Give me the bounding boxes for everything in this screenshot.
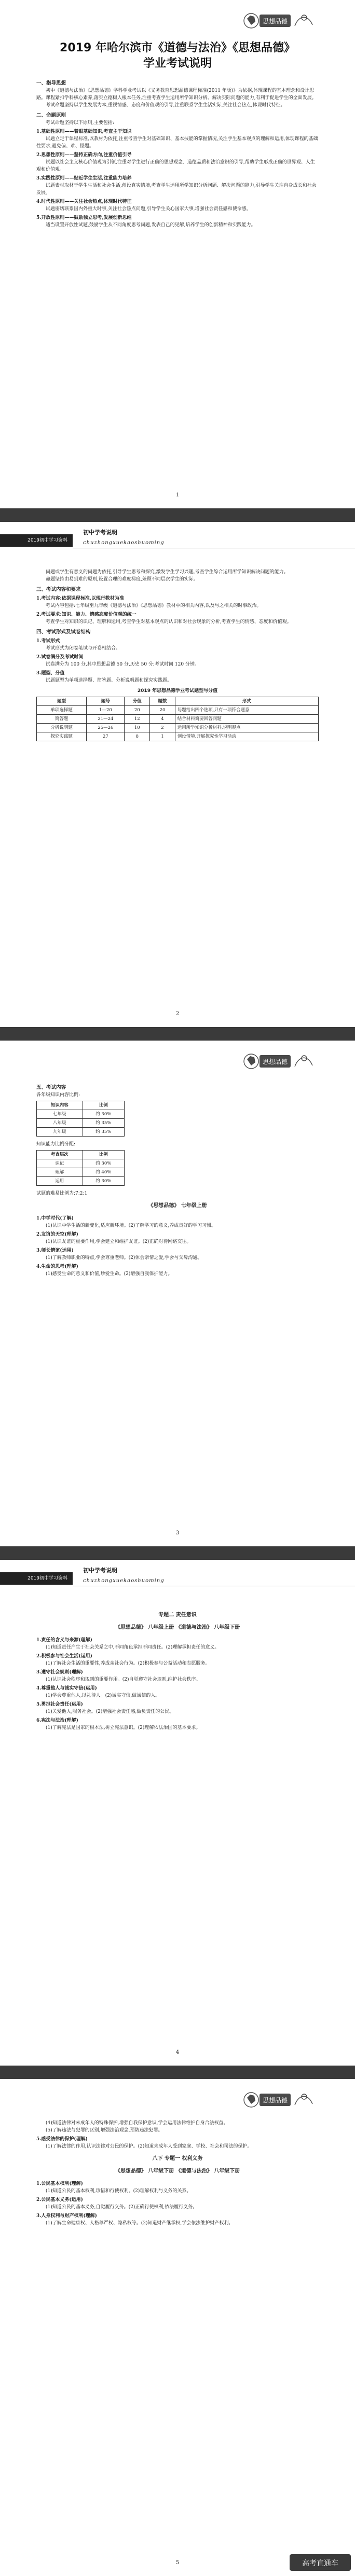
paragraph: (1)知道公民的基本义务,自觉履行义务。(2)正确行使权利,依法履行义务。 xyxy=(46,2205,198,2210)
watermark-text: 高考直通车 xyxy=(302,2559,338,2568)
table-row xyxy=(37,715,319,724)
level-ratio-table xyxy=(36,1150,125,1186)
page-header xyxy=(36,1041,319,1081)
page-header xyxy=(28,522,319,569)
table-cell: 27 xyxy=(87,732,125,741)
paragraph: 考试内容包括:七年级至九年级《道德与法治》《思想品德》教材中的相关内容,以及与之相关的时事政治。 xyxy=(46,603,262,608)
table-row xyxy=(37,706,319,715)
document-page-1 xyxy=(0,0,355,508)
document-page-3 xyxy=(0,1041,355,1546)
paragraph: 各年级知识内容比例: xyxy=(36,1092,80,1098)
table-cell: 10 xyxy=(125,724,150,732)
subsection-heading: 1.公民基本权利(理解) xyxy=(36,2181,83,2186)
subsection-heading: 2.试卷满分及考试时间 xyxy=(36,655,84,660)
table-cell: 单项选择题 xyxy=(37,706,87,715)
table-row xyxy=(37,1177,125,1186)
table-row xyxy=(37,732,319,741)
paragraph: 初中《道德与法治》《思想品德》学科学业考试以《义务教育思想品德课程标准(2011 年版)》为依据,体现课程的基本理念和设计思路。课程紧扣学科核心素养,落实立德树人根本任务,注重考查学生运用所学知识分析、解决实际问题的能力,有利于促进学生的全面发展。 xyxy=(36,88,317,101)
page-gap xyxy=(0,1546,355,1560)
badge-text: 思想品德 xyxy=(262,2097,288,2104)
subsection-heading: 1.基础性原则——着眼基础知识,考查主干知识 xyxy=(36,129,132,134)
subject-badge-icon xyxy=(241,2088,319,2109)
table-cell: 约 30% xyxy=(83,1110,124,1119)
paragraph: (1)感受生命的意义和价值,珍爱生命。(2)增强自我保护能力。 xyxy=(46,1271,173,1277)
paragraph: (1)知道责任产生于社会关系之中,不同角色承担不同责任。(2)理解承担责任的意义。 xyxy=(46,1645,220,1650)
paragraph: 试卷满分为 100 分,其中思想品德 50 分,历史 50 分;考试时间 120 分钟。 xyxy=(46,662,199,667)
table-header-cell: 分值 xyxy=(125,697,150,706)
paragraph: (1)了解教师职业的特点,学会尊重老师。(2)体会亲情之爱,学会与父母沟通。 xyxy=(46,1255,202,1261)
subsection-heading: 2.考试要求:知识、能力、情感态度价值观的统一 xyxy=(36,612,136,617)
page-gap xyxy=(0,1027,355,1041)
document-page-5 xyxy=(0,2079,355,2576)
table-cell: 探究实践题 xyxy=(37,732,87,741)
table-row xyxy=(37,1119,125,1128)
table-cell: 约 30% xyxy=(83,1159,124,1168)
table-cell: 21—24 xyxy=(87,715,125,724)
paragraph: (1)认识友谊的重要作用,学会建立和维护友谊。(2)正确对待网络交往。 xyxy=(46,1239,192,1244)
page-gap xyxy=(0,2066,355,2079)
unit-subheading: 《思想品德》 八年级下册 《道德与法治》 八年级下册 xyxy=(115,2168,240,2174)
table-cell: 简答题 xyxy=(37,715,87,724)
subsection-heading: 5.开放性原则——鼓励独立思考,发展创新思维 xyxy=(36,215,132,220)
document-page-2 xyxy=(0,522,355,1027)
table-caption: 2019 年思想品德学业考试题型与分值 xyxy=(137,688,218,694)
subject-badge-icon xyxy=(241,9,319,30)
paragraph: 试题以社会主义核心价值观为引领,注重对学生进行正确的思想观念、道德品质和法治意识的引导,帮助学生形成正确的世界观、人生观和价值观。 xyxy=(36,160,315,172)
subsection-heading: 2.公民基本义务(运用) xyxy=(36,2197,83,2203)
paragraph: (1)了解社会生活的重要性,养成亲社会行为。(2)积极参与公益活动和志愿服务。 xyxy=(46,1661,210,1666)
subsection-heading: 3.师长情谊(运用) xyxy=(36,1248,74,1253)
paragraph: (4)知道法律对未成年人的特殊保护,增强自我保护意识,学会运用法律维护自身合法权益。 xyxy=(46,2121,228,2126)
subject-badge-icon xyxy=(241,1050,319,1071)
table-header-cell: 比例 xyxy=(83,1151,124,1159)
paragraph: (1)了解宪法是国家的根本法,树立宪法意识。(2)理解依法治国的基本要求。 xyxy=(46,1725,201,1730)
grade-ratio-table xyxy=(36,1101,125,1137)
table-cell: 七年级 xyxy=(37,1110,83,1119)
table-cell: 20 xyxy=(125,706,150,715)
paragraph: 适当设置开放性试题,鼓励学生从不同角度思考问题,发表自己的见解,培养学生的创新精神和实践能力。 xyxy=(46,223,256,228)
badge-text: 思想品德 xyxy=(262,1058,288,1065)
badge-text: 思想品德 xyxy=(262,18,288,25)
table-header-cell: 比例 xyxy=(83,1101,124,1110)
table-cell: 约 40% xyxy=(83,1168,124,1177)
page-header xyxy=(36,0,319,40)
subsection-heading: 5.勇担社会责任(运用) xyxy=(36,1702,83,1707)
header-pinyin: chuzhongxuekaoshuoming xyxy=(83,540,165,546)
section-heading: 二、命题原则 xyxy=(36,113,66,118)
table-header-cell: 题号 xyxy=(87,697,125,706)
table-header-row xyxy=(37,1101,125,1110)
subsection-heading: 6.宪法与法治(理解) xyxy=(36,1718,78,1723)
table-cell: 理解 xyxy=(37,1168,83,1177)
paragraph: 命题坚持由易到难的原则,设置合理的难度梯度,兼顾不同层次学生的实际。 xyxy=(46,577,198,582)
table-cell: 约 30% xyxy=(83,1177,124,1186)
table-header-cell: 题数 xyxy=(150,697,175,706)
paragraph: 知识能力比例分配: xyxy=(36,1142,76,1147)
paragraph: 试题密切联系国内外重大时事,关注社会热点问题,引导学生关心国家大事,增强社会责任感和使命感。 xyxy=(46,206,251,212)
table-cell: 运用所学知识分析材料,说明观点 xyxy=(175,724,318,732)
table-cell: 约 35% xyxy=(83,1128,124,1137)
exam-structure-table xyxy=(36,697,319,741)
section-heading: 四、考试形式及试卷结构 xyxy=(36,629,91,635)
paragraph: (1)了解法律的作用,认识法律对公民的保护。(2)知道未成年人受到家庭、学校、社会和司法的保护。 xyxy=(46,2144,252,2149)
table-cell: 八年级 xyxy=(37,1119,83,1128)
unit-subheading: 《思想品德》 八年级上册 《道德与法治》 八年级下册 xyxy=(115,1625,240,1630)
page-number: 5 xyxy=(175,2560,180,2566)
subsection-heading: 1.考试形式 xyxy=(36,639,60,644)
paragraph: 试题立足于课程标准,以教材为依托,注重考查学生对基础知识、基本技能的掌握情况,关注学生基本观点的理解和运用,体现课程的基础性要求,避免偏、难、怪题。 xyxy=(36,136,318,149)
table-row xyxy=(37,1159,125,1168)
paragraph: 问题或学生有意义的问题为依托,引导学生思考和探究,激发学生学习兴趣,考查学生综合运用所学知识解决问题的能力。 xyxy=(46,570,289,575)
table-header-cell: 知识内容 xyxy=(37,1101,83,1110)
table-cell: 每题给出四个选项,只有一项符合题意 xyxy=(175,706,318,715)
table-cell: 九年级 xyxy=(37,1128,83,1137)
table-cell: 25—26 xyxy=(87,724,125,732)
table-cell: 1 xyxy=(150,732,175,741)
subsection-heading: 4.尊重他人与诚实守信(运用) xyxy=(36,1686,97,1691)
table-cell: 结合材料简要回答问题 xyxy=(175,715,318,724)
document-page-4 xyxy=(0,1560,355,2066)
paragraph: (1)认识中学生活的新变化,适应新环境。(2)了解学习的意义,养成良好的学习习惯。 xyxy=(46,1223,216,1228)
paragraph: 考试形式为闭卷笔试与开卷相结合。 xyxy=(46,646,121,651)
table-cell: 20 xyxy=(150,706,175,715)
table-cell: 8 xyxy=(125,732,150,741)
unit-heading: 八下 专题一 权利义务 xyxy=(152,2156,203,2162)
table-cell: 分析说明题 xyxy=(37,724,87,732)
subsection-heading: 2.友谊的天空(理解) xyxy=(36,1232,78,1237)
unit-heading: 《思想品德》 七年级上册 xyxy=(148,1203,207,1209)
page-header xyxy=(28,1560,319,1606)
table-cell: 约 35% xyxy=(83,1119,124,1128)
page-gap xyxy=(0,508,355,522)
paragraph: (1)认识社会秩序和规则的重要作用。(2)自觉遵守社会规则,维护社会秩序。 xyxy=(46,1677,201,1682)
table-cell: 1—20 xyxy=(87,706,125,715)
paragraph: 考试命题坚持以学生发展为本,重视情感、态度和价值观的引导,注重联系学生生活实际,关注社会热点,体现时代特征。 xyxy=(46,103,285,108)
table-cell: 创设情境,开展探究性学习活动 xyxy=(175,732,318,741)
subsection-heading: 3.遵守社会规则(理解) xyxy=(36,1670,83,1675)
subsection-heading: 3.人身权利与财产权利(理解) xyxy=(36,2213,97,2219)
table-row xyxy=(37,1168,125,1177)
paragraph: 试题素材取材于学生生活和社会生活,创设真实情境,考查学生运用所学知识分析问题、解决问题的能力,引导学生关注自身成长和社会发展。 xyxy=(36,183,317,196)
table-header-cell: 题型 xyxy=(37,697,87,706)
header-title: 初中学考说明 xyxy=(83,529,117,536)
table-row xyxy=(37,1110,125,1119)
table-cell: 识记 xyxy=(37,1159,83,1168)
page-number: 1 xyxy=(175,492,180,498)
paragraph: (5)了解违法与犯罪的区别,增强法治观念,预防违法犯罪。 xyxy=(46,2128,163,2133)
header-title: 初中学考说明 xyxy=(83,1567,117,1574)
subsection-heading: 3.题型、分值 xyxy=(36,671,65,676)
table-cell: 12 xyxy=(125,715,150,724)
paragraph: 试题的难易比例为:7:2:1 xyxy=(36,1191,88,1196)
section-heading: 一、指导思想 xyxy=(36,80,66,86)
page-header xyxy=(36,2079,319,2120)
header-pinyin: chuzhongxuekaoshuoming xyxy=(83,1578,165,1584)
paragraph: 考试命题坚持以下原则,主要包括: xyxy=(46,120,114,126)
table-row xyxy=(37,1128,125,1137)
table-header-row xyxy=(37,697,319,706)
table-cell: 运用 xyxy=(37,1177,83,1186)
table-row xyxy=(37,724,319,732)
subsection-heading: 2.思想性原则——坚持正确方向,注重价值引导 xyxy=(36,153,132,158)
paragraph: (1)知道公民的基本权利,珍惜和行使权利。(2)理解权利与义务的关系。 xyxy=(46,2189,192,2194)
subsection-heading: 1.责任的含义与来源(理解) xyxy=(36,1638,92,1643)
subsection-heading: 5.感受法律的保护(理解) xyxy=(36,2137,88,2142)
subsection-heading: 4.时代性原则——关注社会热点,体现时代特征 xyxy=(36,199,132,204)
paragraph: 考查学生对知识的识记、理解和运用,考查学生对基本观点的认识和对社会现象的分析,考查学生的情感、态度和价值观。 xyxy=(46,619,292,625)
subsection-heading: 2.积极参与社会生活(运用) xyxy=(36,1654,92,1659)
subsection-heading: 3.实践性原则——贴近学生生活,注重能力培养 xyxy=(36,176,132,181)
page-number: 2 xyxy=(175,1011,180,1017)
header-band: 2019初中学习资料 xyxy=(0,1572,73,1585)
section-heading: 三、考试内容和要求 xyxy=(36,587,81,592)
table-cell: 4 xyxy=(150,715,175,724)
table-cell: 2 xyxy=(150,724,175,732)
subsection-heading: 1.考试内容:依据课程标准,以现行教材为准 xyxy=(36,596,124,601)
page-number: 4 xyxy=(175,2049,180,2055)
table-header-row xyxy=(37,1151,125,1159)
table-header-cell: 考查层次 xyxy=(37,1151,83,1159)
paragraph: 试题题型为单项选择题、简答题、分析说明题和探究实践题。 xyxy=(46,678,172,683)
watermark-logo-icon xyxy=(290,2552,351,2573)
unit-heading: 专题二 责任意识 xyxy=(158,1612,197,1618)
paragraph: (1)了解生命健康权、人格尊严权、隐私权等。(2)知道财产继承权,学会依法维护财产权利。 xyxy=(46,2221,234,2226)
paragraph: (1)学会尊重他人,以礼待人。(2)诚实守信,做诚信的人。 xyxy=(46,1693,160,1698)
header-band: 2019初中学习资料 xyxy=(0,534,73,547)
table-header-cell: 形式 xyxy=(175,697,318,706)
paragraph: (1)关爱他人,服务社会。(2)增强社会责任感,做负责任的公民。 xyxy=(46,1709,174,1714)
page-number: 3 xyxy=(175,1530,180,1536)
subsection-heading: 4.生命的思考(理解) xyxy=(36,1264,78,1269)
subsection-heading: 1.中学时代(了解) xyxy=(36,1216,74,1221)
section-heading: 五、考试内容 xyxy=(36,1085,66,1090)
page-title: 2019 年哈尔滨市《道德与法治》《思想品德》 学业考试说明 xyxy=(60,41,295,70)
